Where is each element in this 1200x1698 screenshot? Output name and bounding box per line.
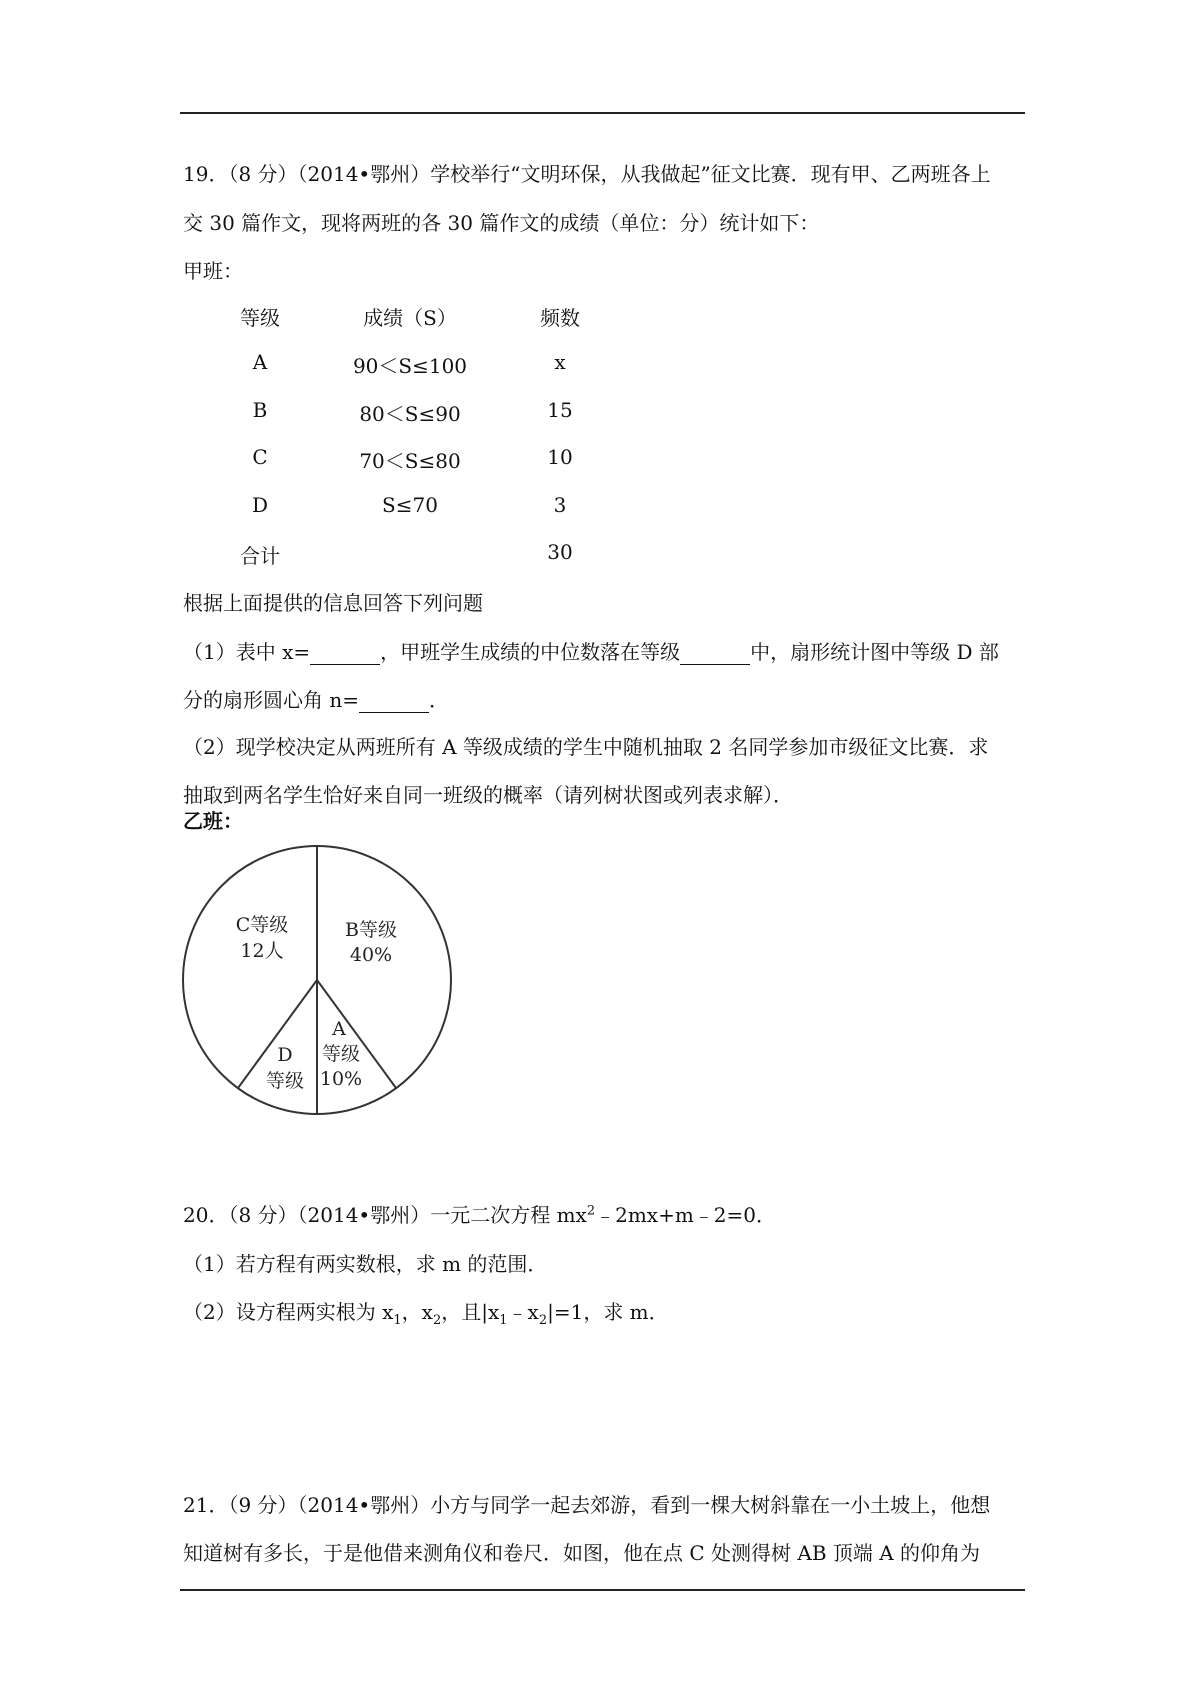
q20-subscript: 2 bbox=[538, 1313, 548, 1328]
q20-text-b: ﹣2mx+m﹣2=0． bbox=[595, 1203, 777, 1227]
q20-part1: （1）若方程有两实数根，求 m 的范围． bbox=[183, 1252, 548, 1276]
table-header-grade: 等级 bbox=[240, 306, 280, 330]
table-cell: 15 bbox=[547, 398, 573, 422]
q21-line1: 21．（9 分）（2014•鄂州）小方与同学一起去郊游，看到一棵大树斜靠在一小土坡上，他想 bbox=[183, 1493, 991, 1517]
footer-rule bbox=[180, 1589, 1025, 1591]
answer-blank-grade[interactable] bbox=[680, 640, 750, 665]
slice-a-grade: 等级 bbox=[321, 1043, 361, 1065]
header-rule bbox=[180, 112, 1025, 114]
q19-part1-text-d: 分的扇形圆心角 n= bbox=[183, 688, 359, 712]
q20-part2-text-e: |=1，求 m． bbox=[547, 1300, 669, 1324]
answer-blank-n[interactable] bbox=[359, 688, 429, 713]
slice-a-label: A bbox=[332, 1018, 346, 1040]
slice-d-grade: 等级 bbox=[265, 1070, 305, 1092]
q19-line2: 交 30 篇作文，现将两班的各 30 篇作文的成绩（单位：分）统计如下： bbox=[183, 211, 820, 235]
table-cell: 70＜S≤80 bbox=[359, 449, 461, 473]
q19-instruction: 根据上面提供的信息回答下列问题 bbox=[183, 591, 483, 615]
table-cell: D bbox=[251, 493, 269, 517]
q20-part2-text-a: （2）设方程两实根为 x bbox=[183, 1300, 394, 1324]
q19-part1-text-a: （1）表中 x= bbox=[183, 640, 311, 664]
table-cell: 3 bbox=[553, 493, 567, 517]
table-header-score: 成绩（S） bbox=[363, 306, 457, 330]
q20-part2-text-c: ，且|x bbox=[441, 1300, 500, 1324]
q19-part1-text-b: ，甲班学生成绩的中位数落在等级 bbox=[380, 640, 681, 664]
table-cell: S≤70 bbox=[382, 493, 438, 517]
q19-part1-text-c: 中，扇形统计图中等级 D 部 bbox=[750, 640, 999, 664]
q20-subscript: 1 bbox=[393, 1313, 402, 1328]
q20-part2-text-b: ，x bbox=[401, 1300, 433, 1324]
table-cell: 10 bbox=[547, 445, 573, 469]
q21-line2: 知道树有多长，于是他借来测角仪和卷尺．如图，他在点 C 处测得树 AB 顶端 A 的仰角为 bbox=[183, 1541, 981, 1565]
q20-exponent: 2 bbox=[586, 1203, 596, 1219]
q19-part2-line2: 抽取到两名学生恰好来自同一班级的概率（请列树状图或列表求解）． bbox=[183, 783, 793, 807]
answer-blank-x[interactable] bbox=[310, 640, 380, 665]
table-cell: 80＜S≤90 bbox=[359, 402, 461, 426]
q20-text-a: 20．（8 分）（2014•鄂州）一元二次方程 mx bbox=[183, 1203, 587, 1227]
table-cell: A bbox=[252, 350, 268, 374]
q20-part2-text-d: ﹣x bbox=[507, 1300, 539, 1324]
q20-line1 bbox=[183, 1199, 776, 1228]
table-cell: 合计 bbox=[240, 544, 280, 568]
q20-subscript: 2 bbox=[432, 1313, 442, 1328]
slice-b-label: B等级 bbox=[345, 919, 397, 941]
table-cell: 30 bbox=[547, 540, 573, 564]
slice-c-value: 12人 bbox=[240, 940, 284, 962]
q19-part1-line2 bbox=[183, 684, 449, 713]
q19-part1-text-e: ． bbox=[429, 688, 449, 712]
class-b-label: 乙班： bbox=[183, 809, 243, 833]
slice-d-label: D bbox=[277, 1044, 293, 1066]
slice-b-value: 40% bbox=[349, 944, 393, 966]
q19-part1-line1 bbox=[183, 636, 999, 665]
q20-part2 bbox=[183, 1296, 669, 1328]
table-cell: x bbox=[554, 350, 566, 374]
slice-c-label: C等级 bbox=[235, 914, 289, 936]
class-b-pie-chart bbox=[168, 830, 468, 1130]
q20-subscript: 1 bbox=[499, 1313, 508, 1328]
slice-a-value: 10% bbox=[319, 1068, 363, 1090]
table-cell: B bbox=[252, 398, 268, 422]
table-header-frequency: 频数 bbox=[540, 306, 580, 330]
class-a-label: 甲班： bbox=[183, 259, 243, 283]
table-cell: 90＜S≤100 bbox=[352, 354, 468, 378]
table-cell: C bbox=[252, 445, 268, 469]
q19-part2-line1: （2）现学校决定从两班所有 A 等级成绩的学生中随机抽取 2 名同学参加市级征文比赛．求 bbox=[183, 735, 989, 759]
q19-line1: 19．（8 分）（2014•鄂州）学校举行“文明环保，从我做起”征文比赛．现有甲、乙两班各上 bbox=[183, 162, 991, 186]
